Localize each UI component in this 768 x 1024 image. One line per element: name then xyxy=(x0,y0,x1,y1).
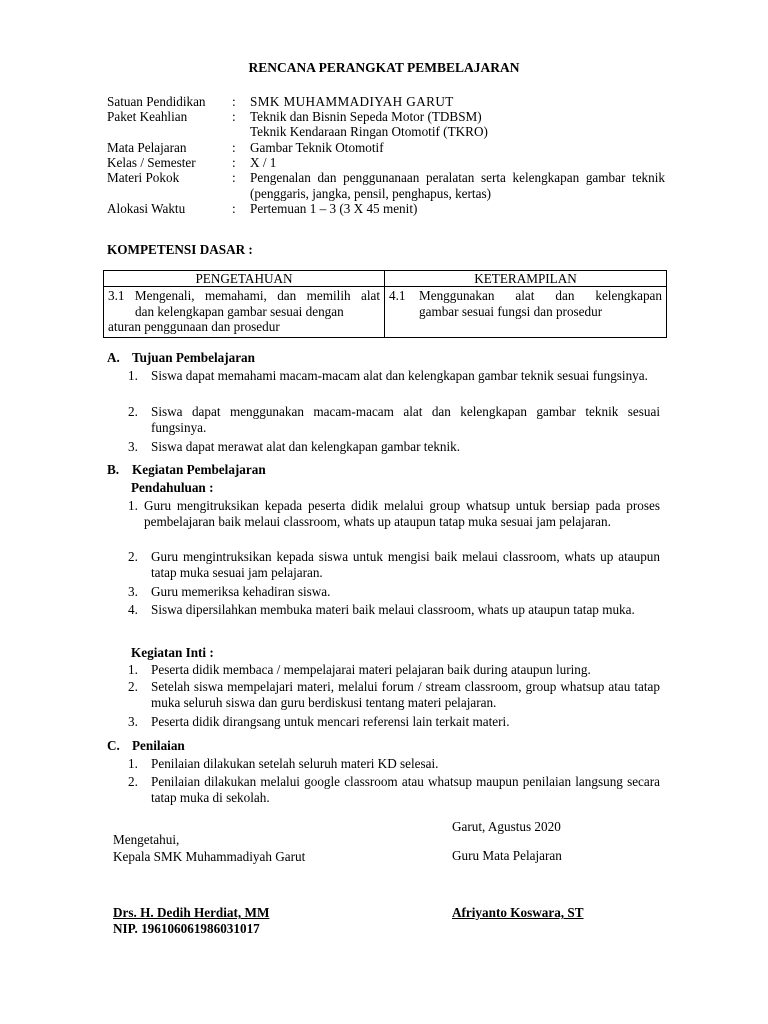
list-number: 3. xyxy=(128,439,138,454)
list-text: Peserta didik membaca / mempelajarai materi pelajaran baik during ataupun luring. xyxy=(151,662,591,677)
list-item xyxy=(128,714,660,730)
identity-colon: : xyxy=(232,140,236,155)
list-item xyxy=(128,368,660,384)
identity-label: Paket Keahlian xyxy=(107,109,188,124)
acknowledged-label: Mengetahui, xyxy=(113,832,180,847)
identity-colon: : xyxy=(232,94,236,109)
identity-value-class: X / 1 xyxy=(250,155,277,170)
section-title: Penilaian xyxy=(132,738,185,753)
list-item xyxy=(128,679,660,710)
list-number: 1. xyxy=(128,498,138,513)
principal-nip: NIP. 196106061986031017 xyxy=(113,921,260,936)
section-c-heading xyxy=(107,738,185,754)
list-number: 2. xyxy=(128,549,138,564)
list-text: Siswa dapat menggunakan macam-macam alat dan kelengkapan gambar teknik sesuai fungsinya. xyxy=(151,404,660,435)
kd-cell-pengetahuan xyxy=(104,287,385,338)
kd-table xyxy=(103,270,667,338)
identity-colon: : xyxy=(232,201,236,216)
kd-text: aturan penggunaan dan prosedur xyxy=(108,319,280,335)
list-item xyxy=(128,774,660,805)
list-item xyxy=(128,498,660,529)
list-text: Guru mengitruksikan kepada peserta didik melalui group whatsup untuk bersiap pada proses pembelajaran baik melaui classroom, whats up ataupun tatap muka sesuai jam pelajaran. xyxy=(144,498,660,529)
kd-text: 3.1 Mengenali, memahami, dan memilih alat xyxy=(108,288,380,303)
kd-text: Menggunakan alat dan kelengkapan xyxy=(419,288,662,303)
list-number: 3. xyxy=(128,584,138,599)
list-text: Penilaian dilakukan setelah seluruh materi KD selesai. xyxy=(151,756,439,771)
list-item xyxy=(128,662,660,678)
list-text: Setelah siswa mempelajari materi, melalui forum / stream classroom, group whatsup atau tatap muka seluruh siswa dan guru berdiskusi tentang materi pelajaran. xyxy=(151,679,660,710)
identity-value-time: Pertemuan 1 – 3 (3 X 45 menit) xyxy=(250,201,418,216)
list-number: 2. xyxy=(128,679,138,694)
list-text: Siswa dapat merawat alat dan kelengkapan gambar teknik. xyxy=(151,439,461,454)
identity-label: Materi Pokok xyxy=(107,170,180,185)
list-text: Penilaian dilakukan melalui google classroom atau whatsup maupun penilaian langsung secara tatap muka di sekolah. xyxy=(151,774,660,805)
identity-value-program: Teknik Kendaraan Ringan Otomotif (TKRO) xyxy=(250,124,488,139)
kd-header-pengetahuan: PENGETAHUAN xyxy=(104,271,385,287)
identity-label: Mata Pelajaran xyxy=(107,140,187,155)
list-item xyxy=(128,404,660,435)
identity-value-subject: Gambar Teknik Otomotif xyxy=(250,140,384,155)
section-title: Kegiatan Pembelajaran xyxy=(132,462,266,477)
kd-text: gambar sesuai fungsi dan prosedur xyxy=(419,303,603,319)
identity-value-school: SMK MUHAMMADIYAH GARUT xyxy=(250,94,454,109)
kd-heading: KOMPETENSI DASAR : xyxy=(107,242,253,257)
section-letter: A. xyxy=(107,350,120,365)
section-a-heading xyxy=(107,350,255,366)
list-number: 1. xyxy=(128,756,138,771)
section-letter: B. xyxy=(107,462,120,477)
principal-title: Kepala SMK Muhammadiyah Garut xyxy=(113,849,306,864)
place-date: Garut, Agustus 2020 xyxy=(452,819,561,834)
list-number: 1. xyxy=(128,368,138,383)
list-item xyxy=(128,439,660,455)
principal-name: Drs. H. Dedih Herdiat, MM xyxy=(113,905,270,920)
list-text: Guru memeriksa kehadiran siswa. xyxy=(151,584,331,599)
identity-label: Kelas / Semester xyxy=(107,155,196,170)
kd-cell-keterampilan xyxy=(385,287,667,338)
list-number: 4. xyxy=(128,602,138,617)
teacher-title: Guru Mata Pelajaran xyxy=(452,848,562,863)
kd-text: dan kelengkapan gambar sesuai dengan xyxy=(135,303,344,319)
list-number: 2. xyxy=(128,774,138,789)
list-item xyxy=(128,602,660,618)
list-item xyxy=(128,584,660,600)
identity-label: Alokasi Waktu xyxy=(107,201,186,216)
list-number: 1. xyxy=(128,662,138,677)
identity-value-topic: Pengenalan dan penggunanaan peralatan serta kelengkapan gambar teknik (penggaris, jangka, pensil, penghapus, kertas) xyxy=(250,170,665,201)
kd-number: 4.1 xyxy=(389,288,406,303)
identity-colon: : xyxy=(232,155,236,170)
kd-header-keterampilan: KETERAMPILAN xyxy=(385,271,667,287)
identity-colon: : xyxy=(232,109,236,124)
document-title: RENCANA PERANGKAT PEMBELAJARAN xyxy=(248,60,520,75)
identity-value-program: Teknik dan Bisnin Sepeda Motor (TDBSM) xyxy=(250,109,482,124)
list-number: 3. xyxy=(128,714,138,729)
section-letter: C. xyxy=(107,738,120,753)
list-item xyxy=(128,549,660,580)
list-text: Siswa dipersilahkan membuka materi baik melaui classroom, whats up ataupun tatap muka. xyxy=(151,602,635,617)
teacher-name: Afriyanto Koswara, ST xyxy=(452,905,584,920)
kegiatan-inti-heading: Kegiatan Inti : xyxy=(131,645,214,660)
pendahuluan-heading: Pendahuluan : xyxy=(131,480,214,495)
list-item xyxy=(128,756,660,772)
list-text: Guru mengintruksikan kepada siswa untuk mengisi baik melaui classroom, whats up ataupun tatap muka sesuai jam pelajaran. xyxy=(151,549,660,580)
list-text: Peserta didik dirangsang untuk mencari referensi lain terkait materi. xyxy=(151,714,510,729)
list-number: 2. xyxy=(128,404,138,419)
identity-colon: : xyxy=(232,170,236,185)
section-b-heading xyxy=(107,462,266,478)
identity-label: Satuan Pendidikan xyxy=(107,94,206,109)
section-title: Tujuan Pembelajaran xyxy=(132,350,255,365)
list-text: Siswa dapat memahami macam-macam alat dan kelengkapan gambar teknik sesuai fungsinya. xyxy=(151,368,648,383)
